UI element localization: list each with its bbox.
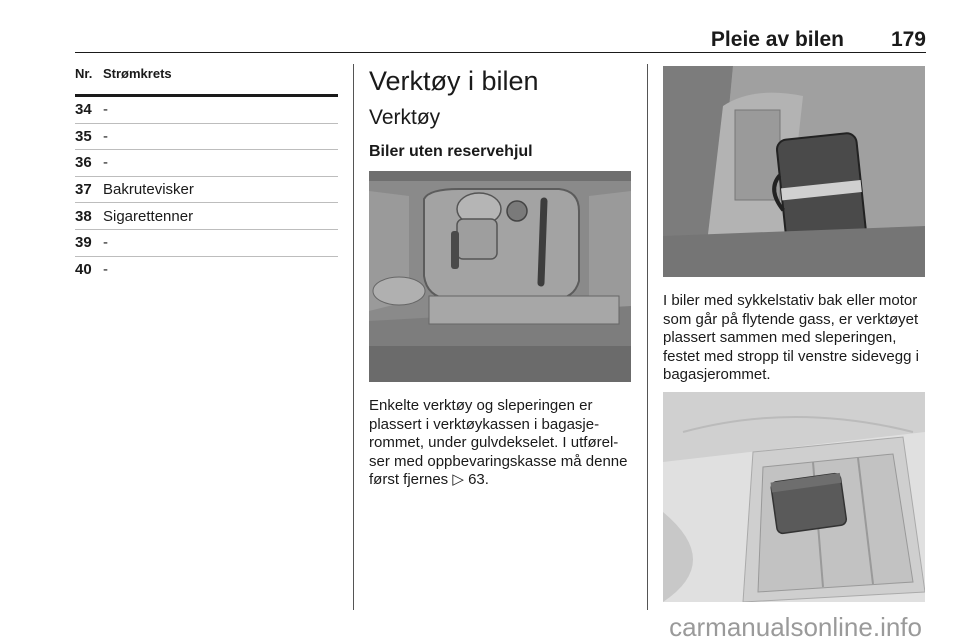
fuse-table-header <box>75 66 338 97</box>
fuse-number: 37 <box>75 181 92 199</box>
section-heading: Verktøy i bilen <box>369 66 539 96</box>
section-subsubheading: Biler uten reservehjul <box>369 143 533 160</box>
fuse-circuit: Sigarettenner <box>103 207 194 225</box>
tool-well-illustration <box>369 171 631 382</box>
tool-well-drawing <box>369 171 631 382</box>
fuse-circuit: - <box>103 101 108 119</box>
table-row <box>75 203 338 230</box>
storage-box-drawing <box>663 392 925 602</box>
fuse-circuit: - <box>103 260 108 278</box>
fuse-table <box>75 66 338 282</box>
paragraph-text: Enkelte verktøy og sleperingen er plassert i verktøykassen i bagasje-rommet, under gulvdekselet. I utførel-ser med oppbevaringskasse må denne først fjernes <box>369 397 628 488</box>
table-row <box>75 124 338 151</box>
fuse-number: 36 <box>75 154 92 172</box>
paragraph-bike-rack-variant: I biler med sykkelstativ bak eller motor som går på flytende gass, er verktøyet plassert sammen med sleperingen, festet med stropp til venstre sidevegg i bagasjerommet. <box>663 292 919 383</box>
paragraph-tool-location <box>369 397 637 490</box>
column-divider-left <box>353 64 354 610</box>
trunk-tool-case-illustration <box>663 66 925 277</box>
table-row <box>75 230 338 257</box>
fuse-number: 35 <box>75 127 92 145</box>
fuse-circuit: - <box>103 127 108 145</box>
column-divider-right <box>647 64 648 610</box>
storage-box-illustration <box>663 392 925 602</box>
page-header-title: Pleie av bilen <box>710 28 844 51</box>
column-header-nr: Nr. <box>75 66 93 81</box>
fuse-number: 39 <box>75 234 92 252</box>
trunk-tool-case-drawing <box>663 66 925 277</box>
table-row <box>75 97 338 124</box>
fuse-number: 40 <box>75 260 92 278</box>
column-header-circuit: Strømkrets <box>103 66 172 81</box>
fuse-number: 34 <box>75 101 92 119</box>
table-row <box>75 177 338 204</box>
fuse-circuit: - <box>103 234 108 252</box>
page-reference-arrow-icon: ▷ <box>452 471 464 488</box>
page-reference: 63. <box>468 471 489 488</box>
fuse-circuit: - <box>103 154 108 172</box>
page-number: 179 <box>890 28 926 51</box>
tools-section <box>369 64 634 162</box>
section-subheading: Verktøy <box>369 106 441 129</box>
fuse-circuit: Bakrutevisker <box>103 181 194 199</box>
table-row <box>75 150 338 177</box>
watermark: carmanualsonline.info <box>669 612 922 642</box>
table-row <box>75 257 338 283</box>
page-header <box>75 28 926 53</box>
fuse-number: 38 <box>75 207 92 225</box>
